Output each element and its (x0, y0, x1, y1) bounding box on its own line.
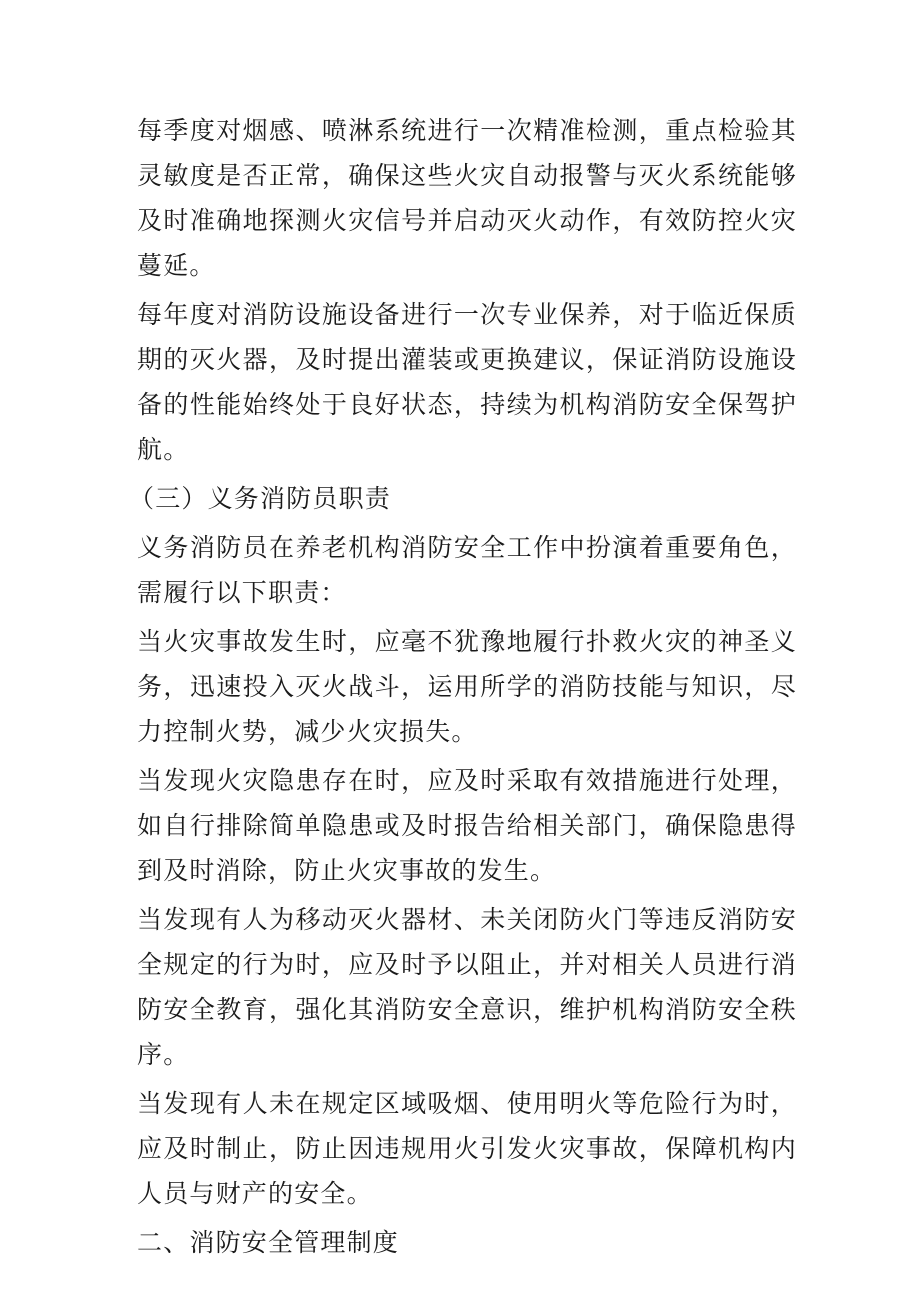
paragraph-quarterly-inspection: 每季度对烟感、喷淋系统进行一次精准检测，重点检验其灵敏度是否正常，确保这些火灾自动报警与灭火系统能够及时准确地探测火灾信号并启动灭火动作，有效防控火灾蔓延。 (137, 116, 797, 280)
section-heading-management-system: 二、消防安全管理制度 (137, 1228, 400, 1257)
document-body (129, 108, 797, 1265)
section-heading-volunteer-duties: （三）义务消防员职责 (129, 484, 392, 513)
paragraph-hazard-handling: 当发现火灾隐患存在时，应及时采取有效措施进行处理，如自行排除简单隐患或及时报告给相关部门，确保隐患得到及时消除，防止火灾事故的发生。 (137, 766, 797, 885)
paragraph-annual-maintenance: 每年度对消防设施设备进行一次专业保养，对于临近保质期的灭火器，及时提出灌装或更换建议，保证消防设施设备的性能始终处于良好状态，持续为机构消防安全保驾护航。 (137, 300, 797, 464)
paragraph-violation-prevention: 当发现有人为移动灭火器材、未关闭防火门等违反消防安全规定的行为时，应及时予以阻止，并对相关人员进行消防安全教育，强化其消防安全意识，维护机构消防安全秩序。 (137, 905, 797, 1069)
paragraph-volunteer-intro: 义务消防员在养老机构消防安全工作中扮演着重要角色，需履行以下职责： (137, 533, 797, 607)
paragraph-smoking-control: 当发现有人未在规定区域吸烟、使用明火等危险行为时，应及时制止，防止因违规用火引发火灾事故，保障机构内人员与财产的安全。 (137, 1089, 797, 1208)
paragraph-fire-fighting-duty: 当火灾事故发生时，应毫不犹豫地履行扑救火灾的神圣义务，迅速投入灭火战斗，运用所学的消防技能与知识，尽力控制火势，减少火灾损失。 (137, 627, 797, 746)
